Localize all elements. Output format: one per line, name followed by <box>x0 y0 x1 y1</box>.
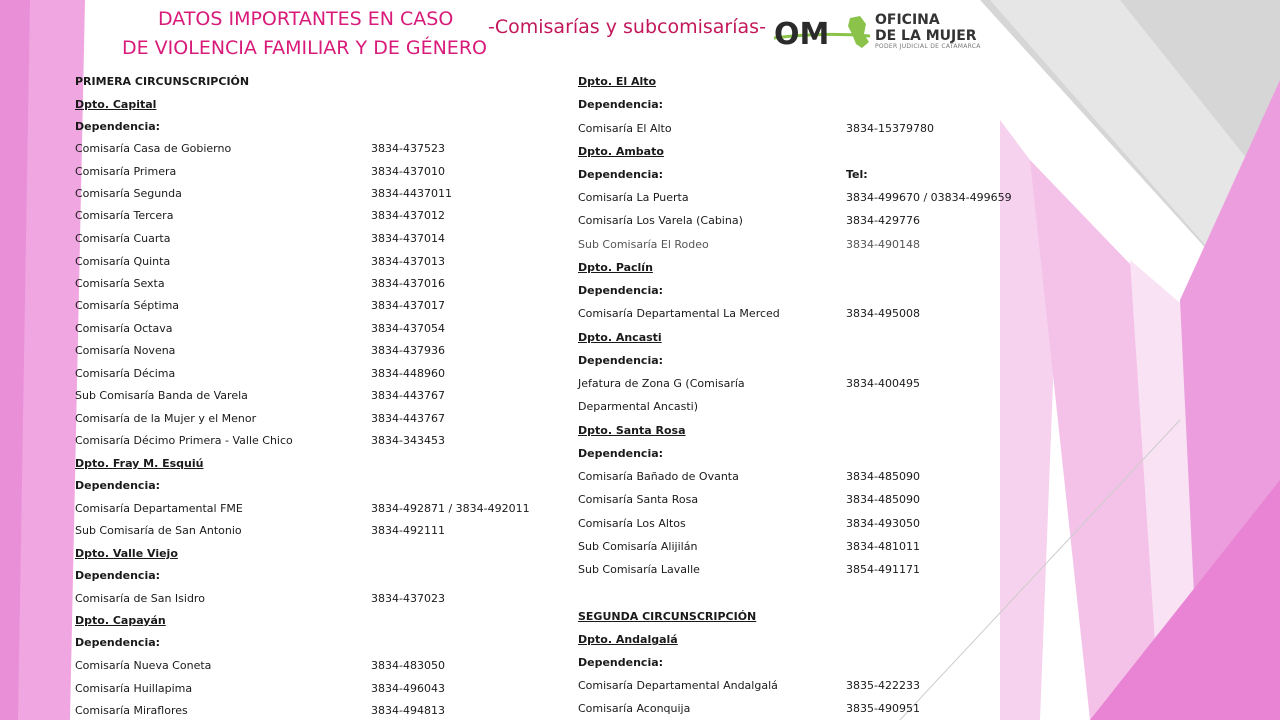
item-name: Jefatura de Zona G (Comisaría <box>578 377 745 390</box>
item-phone: 3834-492871 / 3834-492011 <box>371 502 530 515</box>
item-name: Comisaría Huillapima <box>75 682 193 695</box>
item-phone: 3834-499670 / 03834-499659 <box>846 191 1012 204</box>
item-phone: 3834-490148 <box>846 238 920 251</box>
om-logo-mark <box>772 10 874 56</box>
item-name: Comisaría Octava <box>75 322 173 335</box>
logo-subtext: PODER JUDICIAL DE CATAMARCA <box>875 43 981 50</box>
item-phone: 3834-493050 <box>846 517 920 530</box>
item-name: Dependencia: <box>578 656 664 669</box>
item-name: Comisaría Nueva Coneta <box>75 659 212 672</box>
item-phone: 3835-422233 <box>846 679 920 692</box>
item-phone: 3834-4437011 <box>371 187 452 200</box>
item-name: Sub Comisaría Banda de Varela <box>75 389 248 402</box>
item-name: Comisaría de la Mujer y el Menor <box>75 412 257 425</box>
item-name: Comisaría Primera <box>75 165 177 178</box>
item-phone: 3834-481011 <box>846 540 920 553</box>
item-phone: 3834-437013 <box>371 255 445 268</box>
item-name: Comisaría Departamental Andalgalá <box>578 679 778 692</box>
item-name: Dependencia: <box>578 447 664 460</box>
item-phone: 3834-494813 <box>371 704 445 717</box>
item-phone: 3835-490951 <box>846 702 920 715</box>
item-name: Dpto. Ancasti <box>578 331 662 344</box>
item-name: Comisaría Santa Rosa <box>578 493 699 506</box>
item-phone: 3834-492111 <box>371 524 445 537</box>
item-name: Comisaría El Alto <box>578 122 672 135</box>
item-name: Sub Comisaría de San Antonio <box>75 524 242 537</box>
item-phone: 3834-437014 <box>371 232 445 245</box>
item-phone: 3834-495008 <box>846 307 920 320</box>
subtitle: -Comisarías y subcomisarías- <box>488 16 766 38</box>
item-name: Dpto. Santa Rosa <box>578 424 686 437</box>
item-name: Comisaría Novena <box>75 344 176 357</box>
item-name: Comisaría Sexta <box>75 277 165 290</box>
title-line-1: DATOS IMPORTANTES EN CASO <box>158 8 454 30</box>
item-name: Comisaría Departamental FME <box>75 502 243 515</box>
item-phone: 3834-437012 <box>371 209 445 222</box>
item-name: Dependencia: <box>75 479 161 492</box>
item-name: Dependencia: <box>75 120 161 133</box>
item-name: Comisaría Séptima <box>75 299 180 312</box>
oficina-mujer-logo <box>772 10 1002 56</box>
item-phone: 3834-437010 <box>371 165 445 178</box>
item-name: SEGUNDA CIRCUNSCRIPCIÓN <box>578 610 757 623</box>
item-name: Sub Comisaría Lavalle <box>578 563 700 576</box>
om-logo-letters: OM <box>774 17 830 52</box>
item-phone: 3834-400495 <box>846 377 920 390</box>
item-phone: 3834-485090 <box>846 470 920 483</box>
item-name: Deparmental Ancasti) <box>578 400 699 413</box>
logo-text <box>875 12 977 44</box>
item-phone: 3834-437523 <box>371 142 445 155</box>
item-name: Dpto. Valle Viejo <box>75 547 178 560</box>
item-name: Dependencia: <box>578 168 664 181</box>
item-name: Comisaría Tercera <box>75 209 174 222</box>
item-name: Dependencia: <box>578 98 664 111</box>
item-name: Comisaría Los Varela (Cabina) <box>578 214 743 227</box>
catamarca-map-icon <box>848 16 869 48</box>
item-name: Comisaría Quinta <box>75 255 171 268</box>
item-name: Comisaría Miraflores <box>75 704 188 717</box>
item-phone: 3854-491171 <box>846 563 920 576</box>
item-phone: 3834-483050 <box>371 659 445 672</box>
item-phone: 3834-437936 <box>371 344 445 357</box>
item-name: Dpto. Capital <box>75 98 157 111</box>
item-name: Dpto. Ambato <box>578 145 664 158</box>
item-phone: 3834-496043 <box>371 682 445 695</box>
item-name: Comisaría de San Isidro <box>75 592 205 605</box>
title-line-2: DE VIOLENCIA FAMILIAR Y DE GÉNERO <box>122 37 487 59</box>
item-name: Comisaría Bañado de Ovanta <box>578 470 739 483</box>
item-name: Comisaría Segunda <box>75 187 182 200</box>
item-name: Dpto. Capayán <box>75 614 166 627</box>
item-name: Sub Comisaría El Rodeo <box>578 238 709 251</box>
item-name: Comisaría Aconquija <box>578 702 691 715</box>
logo-line-1: OFICINA <box>875 12 940 28</box>
item-phone: 3834-429776 <box>846 214 920 227</box>
item-name: Comisaría Los Altos <box>578 517 686 530</box>
item-name: Dpto. El Alto <box>578 75 657 88</box>
item-phone: 3834-15379780 <box>846 122 934 135</box>
item-phone: 3834-448960 <box>371 367 445 380</box>
logo-line-2: DE LA MUJER <box>875 28 977 44</box>
item-name: Dpto. Andalgalá <box>578 633 678 646</box>
item-name: Dependencia: <box>578 284 664 297</box>
item-phone: Tel: <box>846 168 868 181</box>
item-phone: 3834-443767 <box>371 412 445 425</box>
item-name: Comisaría Décima <box>75 367 176 380</box>
item-phone: 3834-437054 <box>371 322 445 335</box>
item-name: Comisaría Cuarta <box>75 232 171 245</box>
item-phone: 3834-443767 <box>371 389 445 402</box>
item-name: Dependencia: <box>578 354 664 367</box>
item-name: Dependencia: <box>75 569 161 582</box>
item-phone: 3834-437017 <box>371 299 445 312</box>
item-name: Dpto. Paclín <box>578 261 653 274</box>
item-phone: 3834-437016 <box>371 277 445 290</box>
item-phone: 3834-437023 <box>371 592 445 605</box>
item-name: Comisaría La Puerta <box>578 191 689 204</box>
item-phone: 3834-343453 <box>371 434 445 447</box>
item-name: Dependencia: <box>75 636 161 649</box>
item-name: Comisaría Casa de Gobierno <box>75 142 232 155</box>
item-name: Comisaría Décimo Primera - Valle Chico <box>75 434 293 447</box>
item-name: Dpto. Fray M. Esquiú <box>75 457 204 470</box>
item-name: Comisaría Departamental La Merced <box>578 307 780 320</box>
item-name: Sub Comisaría Alijilán <box>578 540 698 553</box>
item-phone: 3834-485090 <box>846 493 920 506</box>
item-name: PRIMERA CIRCUNSCRIPCIÓN <box>75 75 250 88</box>
